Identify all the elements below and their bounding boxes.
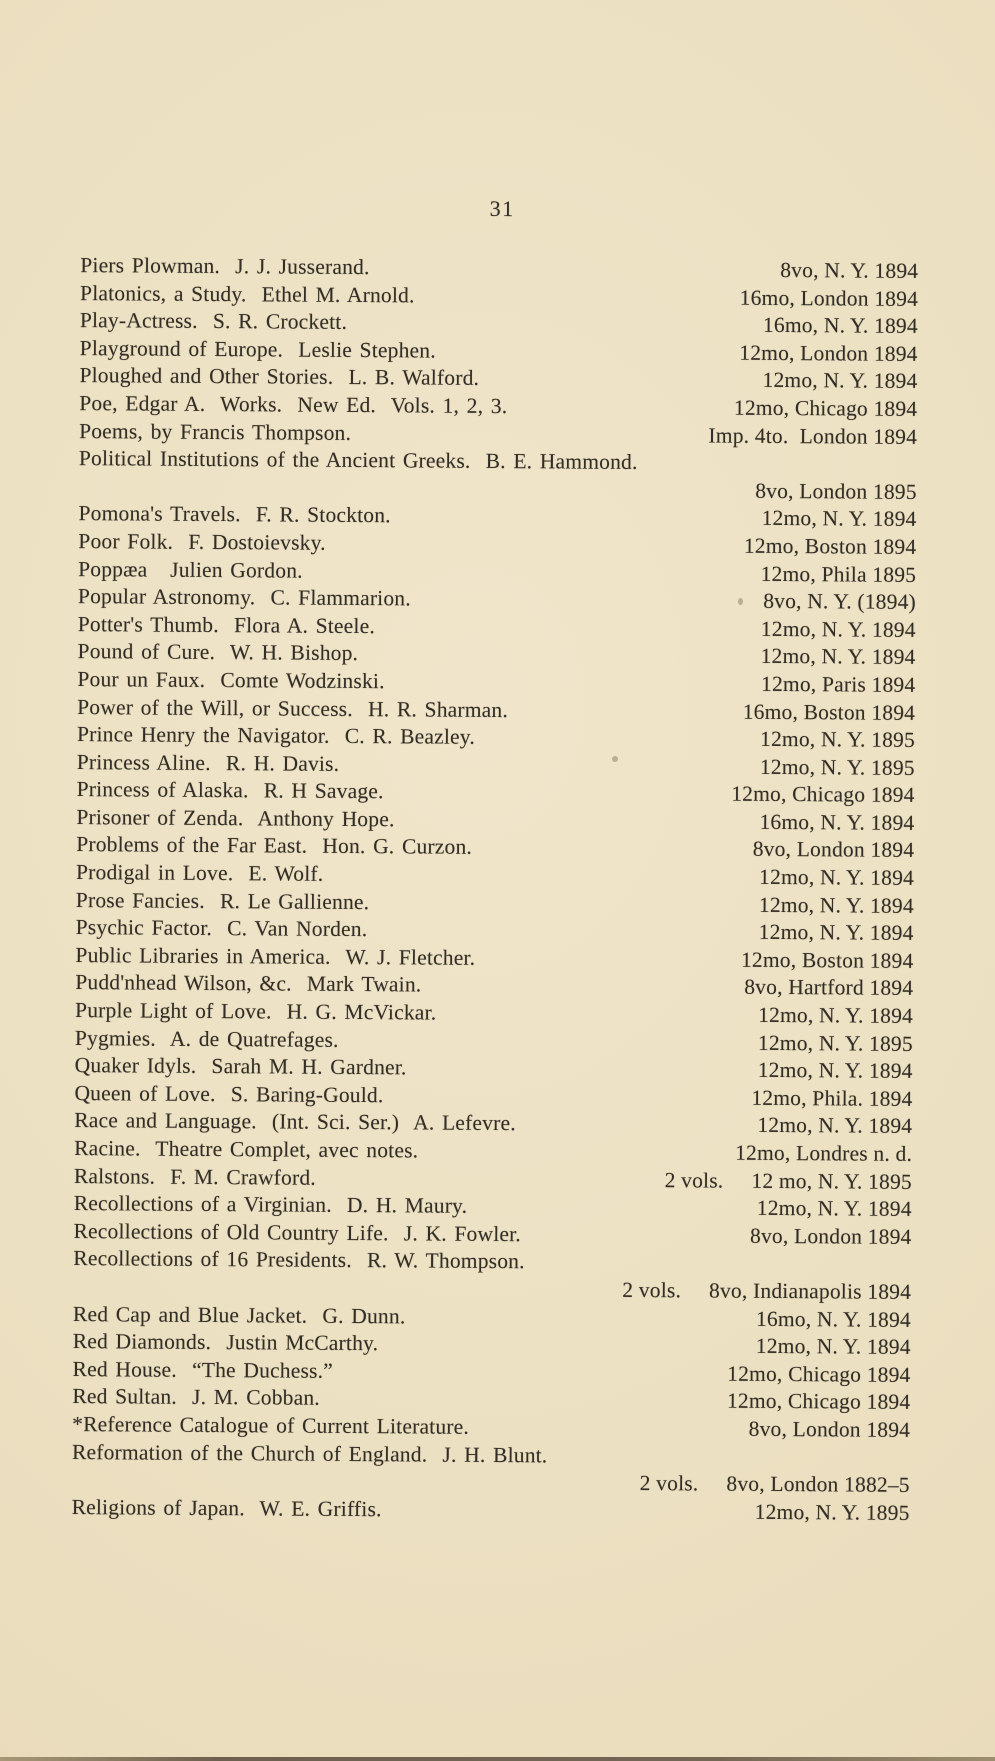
entry-pub: [760, 755, 915, 781]
entry-pubinfo: 12mo, Boston 1894: [740, 947, 914, 973]
entry-pub: [760, 727, 915, 753]
entry-pubinfo: 8vo, Hartford 1894: [744, 975, 914, 1001]
entry-pub: [758, 1030, 913, 1056]
entry-pubinfo: 12mo, N. Y. 1895: [754, 1499, 910, 1525]
catalog-list: [72, 253, 919, 1528]
entry-pubinfo: 16mo, London 1894: [739, 285, 919, 311]
entry-pubinfo: 16mo, N. Y. 1894: [759, 809, 915, 835]
entry-pub: [749, 1417, 911, 1443]
entry-title: Purple Light of Love. H. G. McVickar.: [75, 998, 437, 1025]
entry-pubinfo: 12mo, N. Y. 1894: [759, 864, 915, 890]
entry-pubinfo: 12mo, N. Y. 1894: [760, 644, 916, 670]
entry-pubinfo: 8vo, Indianapolis 1894: [708, 1278, 912, 1304]
entry-pub: [750, 1224, 912, 1250]
entry-title: Poppæa Julien Gordon.: [78, 556, 303, 583]
entry-pub: [731, 782, 915, 808]
entry-title: Religions of Japan. W. E. Griffis.: [71, 1494, 382, 1521]
entry-title: Power of the Will, or Success. H. R. Sharman.: [77, 694, 509, 722]
entry-pub: [761, 617, 916, 643]
entry-title: Recollections of 16 Presidents. R. W. Thompson.: [73, 1246, 525, 1274]
entry-title: Queen of Love. S. Baring-Gould.: [74, 1080, 384, 1108]
entry-pub: [761, 672, 915, 698]
entry-pub: [734, 396, 918, 422]
entry-pub: [758, 1058, 913, 1084]
entry-pubinfo: 12mo, N. Y. 1895: [757, 1030, 913, 1056]
entry-pub: [755, 1500, 910, 1526]
entry-pubinfo: 8vo, London 1894: [749, 1223, 912, 1249]
entry-pubinfo: 12mo, London 1894: [739, 340, 918, 366]
entry-pub: [740, 285, 919, 311]
entry-volumes: 2 vols.: [664, 1167, 724, 1193]
entry-title: Ploughed and Other Stories. L. B. Walford.: [79, 363, 480, 391]
catalog-row: [72, 1495, 910, 1528]
page-number: 31: [489, 195, 515, 222]
entry-title: Racine. Theatre Complet, avec notes.: [74, 1136, 419, 1163]
entry-pubinfo: 12mo, N. Y. 1894: [758, 892, 914, 918]
entry-title: Prose Fancies. R. Le Gallienne.: [75, 887, 370, 914]
entry-pub: [755, 479, 917, 505]
entry-pub: [756, 1306, 911, 1332]
entry-title: Recollections of a Virginian. D. H. Maury.: [73, 1191, 468, 1218]
entry-pub: [762, 368, 917, 394]
entry-title: Pudd'nhead Wilson, &c. Mark Twain.: [75, 970, 422, 997]
entry-pubinfo: 12mo, N. Y. 1894: [761, 506, 917, 532]
entry-title: Ralstons. F. M. Crawford.: [73, 1163, 317, 1190]
entry-title: Prodigal in Love. E. Wolf.: [75, 860, 324, 886]
entry-title: Psychic Factor. C. Van Norden.: [75, 915, 368, 942]
entry-pub: [763, 589, 916, 615]
entry-volumes: 2 vols.: [622, 1277, 682, 1303]
entry-pubinfo: 12mo, N. Y. 1894: [756, 1196, 912, 1222]
entry-pubinfo: 8vo, N. Y. 1894: [780, 257, 919, 283]
entry-title: *Reference Catalogue of Current Literature.: [72, 1411, 470, 1439]
entry-pubinfo: 12mo, N. Y. 1895: [759, 754, 915, 780]
entry-title: Potter's Thumb. Flora A. Steele.: [77, 611, 376, 638]
entry-title: Prince Henry the Navigator. C. R. Beazley.: [76, 722, 476, 749]
entry-pubinfo: 12mo, N. Y. 1894: [757, 1113, 913, 1139]
entry-title: Red House. “The Duchess.”: [72, 1356, 334, 1383]
entry-pub: [640, 1471, 910, 1498]
entry-pubinfo: 8vo, London 1895: [755, 478, 917, 504]
entry-pub: [741, 948, 914, 974]
entry-pub: [761, 644, 916, 670]
entry-pub: [757, 1196, 912, 1222]
entry-title: Poems, by Francis Thompson.: [79, 418, 352, 445]
entry-pubinfo: 12mo, N. Y. 1894: [760, 616, 916, 642]
entry-pub: [622, 1278, 911, 1305]
entry-pubinfo: 12mo, Londres n. d.: [735, 1140, 913, 1166]
entry-title: Poor Folk. F. Dostoievsky.: [78, 529, 326, 555]
entry-pub: [744, 534, 917, 560]
entry-pub: [665, 1168, 912, 1195]
entry-pubinfo: 8vo, London 1882–5: [726, 1471, 910, 1498]
entry-pubinfo: 12 mo, N. Y. 1895: [751, 1168, 912, 1194]
entry-pub: [708, 423, 917, 449]
entry-title: Red Cap and Blue Jacket. G. Dunn.: [72, 1301, 406, 1328]
entry-title: Play-Actress. S. R. Crockett.: [79, 308, 348, 335]
entry-pub: [739, 340, 918, 366]
entry-title: Platonics, a Study. Ethel M. Arnold.: [80, 280, 415, 308]
entry-pubinfo: 12mo, N. Y. 1894: [757, 1058, 913, 1084]
entry-pub: [780, 258, 918, 284]
entry-title: Problems of the Far East. Hon. G. Curzon.: [76, 832, 473, 860]
entry-title: Reformation of the Church of England. J. H. Blunt.: [71, 1439, 548, 1467]
page-bottom-edge-shadow: [0, 1757, 995, 1761]
entry-pubinfo: 12mo, Paris 1894: [760, 671, 916, 697]
entry-title: Pomona's Travels. F. R. Stockton.: [78, 501, 391, 528]
entry-pub: [743, 699, 916, 725]
entry-pub: [757, 1113, 912, 1139]
entry-pub: [735, 1141, 912, 1167]
entry-pub: [759, 865, 914, 891]
entry-pubinfo: 16mo, N. Y. 1894: [755, 1306, 912, 1332]
entry-title: Public Libraries in America. W. J. Fletcher.: [75, 942, 476, 970]
entry-title: Political Institutions of the Ancient Greeks. B. E. Hammond.: [78, 446, 638, 475]
entry-title: Red Diamonds. Justin McCarthy.: [72, 1329, 379, 1356]
entry-pubinfo: 16mo, N. Y. 1894: [762, 313, 918, 339]
ink-speck: [612, 756, 618, 762]
entry-title: Prisoner of Zenda. Anthony Hope.: [76, 804, 395, 832]
entry-pubinfo: 8vo, London 1894: [748, 1416, 911, 1442]
entry-title: Pour un Faux. Comte Wodzinski.: [77, 666, 385, 694]
entry-title: Piers Plowman. J. J. Jusserand.: [80, 253, 370, 280]
entry-pub: [756, 1334, 911, 1360]
entry-pubinfo: 12mo, Chicago 1894: [727, 1361, 911, 1387]
entry-title: Princess of Alaska. R. H Savage.: [76, 777, 384, 804]
entry-pubinfo: 12mo, N. Y. 1894: [758, 1002, 914, 1028]
entry-pub: [759, 920, 914, 946]
entry-title: Red Sultan. J. M. Cobban.: [72, 1384, 320, 1411]
ink-speck: [738, 598, 743, 605]
entry-title: Race and Language. (Int. Sci. Ser.) A. Lefevre.: [74, 1108, 516, 1136]
entry-pubinfo: 12mo, Chicago 1894: [731, 781, 915, 808]
entry-volumes: 2 vols.: [639, 1471, 699, 1496]
entry-pub: [753, 837, 915, 863]
entry-pubinfo: 12mo, N. Y. 1894: [758, 920, 914, 946]
entry-pubinfo: 12mo, Chicago 1894: [733, 395, 918, 421]
entry-title: Poe, Edgar A. Works. New Ed. Vols. 1, 2, 3.: [79, 391, 508, 419]
entry-pubinfo: Imp. 4to. London 1894: [708, 423, 918, 449]
entry-title: Pound of Cure. W. H. Bishop.: [77, 639, 359, 666]
entry-pubinfo: 12mo, N. Y. 1894: [755, 1333, 911, 1360]
entry-pubinfo: 8vo, London 1894: [752, 837, 915, 863]
entry-pub: [744, 975, 913, 1001]
entry-pub: [762, 506, 917, 532]
entry-pubinfo: 12mo, Phila. 1894: [751, 1085, 913, 1111]
entry-title: Quaker Idyls. Sarah M. H. Gardner.: [74, 1053, 407, 1080]
entry-pubinfo: 16mo, Boston 1894: [742, 699, 916, 725]
entry-title: Princess Aline. R. H. Davis.: [76, 749, 340, 776]
entry-pubinfo: 12mo, N. Y. 1895: [759, 726, 916, 753]
entry-pub: [758, 1003, 913, 1029]
entry-pub: [759, 810, 914, 836]
entry-pubinfo: 12mo, N. Y. 1894: [762, 368, 918, 394]
entry-pub: [763, 313, 918, 339]
entry-title: Playground of Europe. Leslie Stephen.: [79, 335, 436, 363]
entry-pub: [751, 1086, 912, 1112]
entry-pubinfo: 8vo, N. Y. (1894): [763, 588, 917, 615]
entry-pubinfo: 12mo, Boston 1894: [743, 533, 917, 559]
entry-title: Pygmies. A. de Quatrefages.: [74, 1025, 339, 1052]
entry-pub: [759, 892, 914, 918]
entry-pub: [727, 1389, 911, 1415]
entry-pubinfo: 12mo, Chicago 1894: [726, 1388, 911, 1415]
entry-pub: [727, 1361, 911, 1387]
entry-title: Recollections of Old Country Life. J. K. Fowler.: [73, 1218, 522, 1246]
entry-pubinfo: 12mo, Phila 1895: [760, 561, 917, 587]
entry-pub: [761, 561, 917, 587]
entry-title: Popular Astronomy. C. Flammarion.: [77, 584, 411, 611]
